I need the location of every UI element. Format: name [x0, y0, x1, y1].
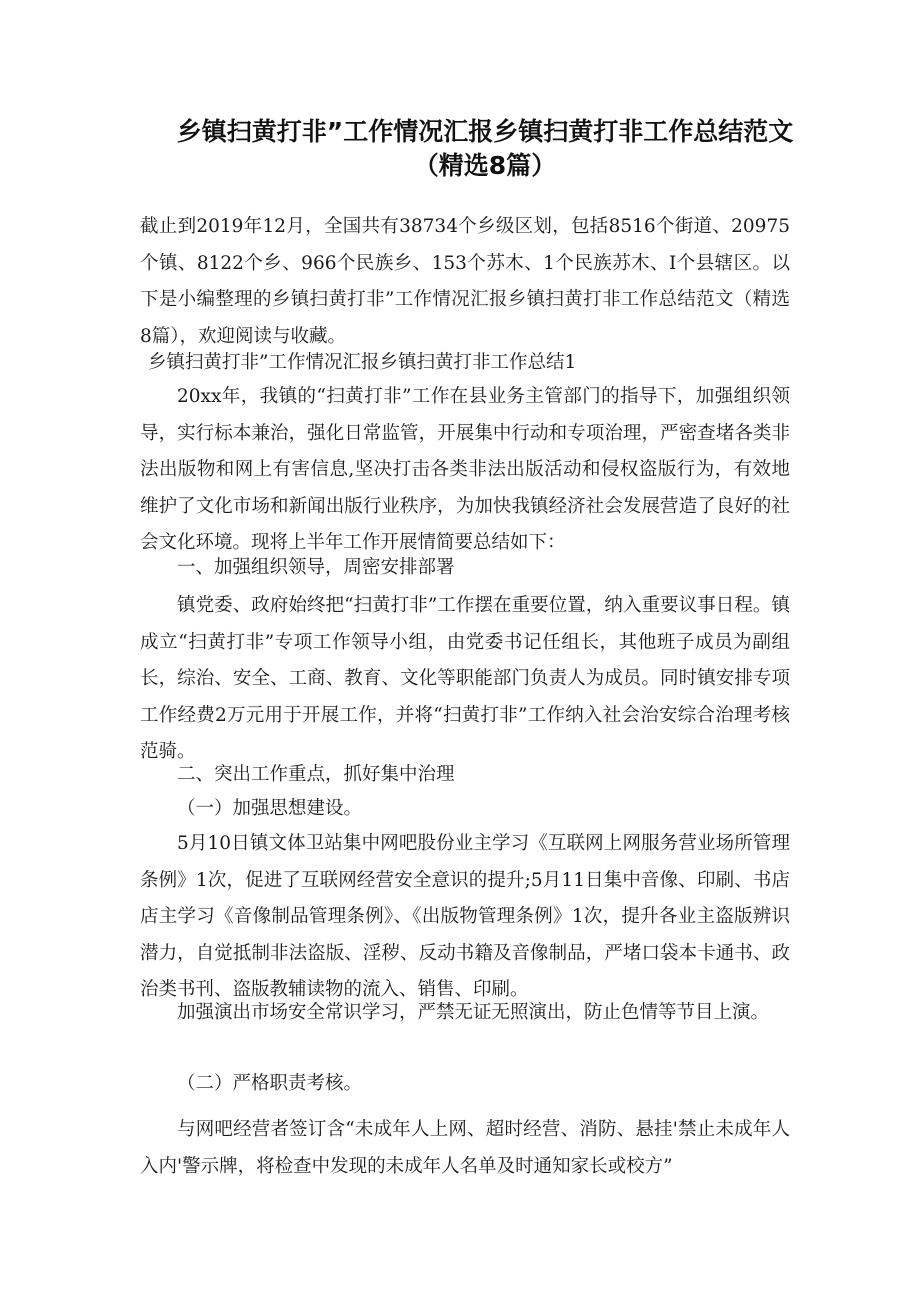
intro-paragraph: [140, 209, 790, 355]
paragraph-performance: 加强演出市场安全常识学习，严禁无证无照演出，防止色情等节目上演。: [177, 1002, 770, 1023]
paragraph-agreement-block: [140, 1112, 790, 1185]
heading-focus: 二、突出工作重点，抓好集中治理: [177, 764, 455, 785]
paragraph-performance-block: [140, 995, 790, 1032]
paragraph-overview: 20xx年，我镇的“扫黄打非”工作在县业务主管部门的指导下，加强组织领导，实行标本兼治，强化日常监管，开展集中行动和专项治理，严密查堵各类非法出版物和网上有害信息,坚决打击各类非法出版活动和侵权盗版行为，有效地维护了文化市场和新闻出版行业秩序，为加快我镇经济社会发展营造了良好的社会文化环境。现将上半年工作开展情简要总结如下：: [140, 386, 790, 553]
paragraph-organization-block: [140, 588, 790, 771]
heading-2-block: [140, 757, 790, 794]
document-title-line-2: （精选8篇）: [413, 151, 557, 180]
heading-1-block: [140, 550, 790, 587]
section-heading-summary-1-block: [140, 345, 790, 382]
subheading-ideology: （一）加强思想建设。: [177, 798, 363, 819]
paragraph-study: 5月10日镇文体卫站集中网吧股份业主学习《互联网上网服务营业场所管理条例》1次，促进了互联网经营安全意识的提升;5月11日集中音像、印刷、书店店主学习《音像制品管理条例》、《出版物管理条例》1次，提升各业主盗版辨识潜力，自觉抵制非法盗版、淫秽、反动书籍及音像制品，严堵口袋本卡通书、政治类书刊、盗版教辅读物的流入、销售、印刷。: [140, 833, 790, 1000]
subheading-responsibility: （二）严格职责考核。: [177, 1073, 363, 1094]
paragraph-intro: 截止到2019年12月，全国共有38734个乡级区划，包括8516个街道、20975个镇、8122个乡、966个民族乡、153个苏木、1个民族苏木、I个县辖区。以下是小编整理的乡镇扫黄打非”工作情况汇报乡镇扫黄打非工作总结范文（精选8篇），欢迎阅读与收藏。: [140, 216, 790, 347]
heading-organization: 一、加强组织领导，周密安排部署: [177, 557, 455, 578]
document-title-line-1: 乡镇扫黄打非”工作情况汇报乡镇扫黄打非工作总结范文: [176, 117, 794, 146]
paragraph-study-block: [140, 826, 790, 1009]
paragraph-overview-block: [140, 379, 790, 562]
subheading-1-block: [140, 791, 790, 828]
paragraph-agreement: 与网吧经营者签订含“未成年人上网、超时经营、消防、悬挂'禁止未成年人入内'警示牌，将检查中发现的未成年人名单及时通知家长或校方”: [140, 1119, 790, 1177]
paragraph-organization: 镇党委、政府始终把“扫黄打非”工作摆在重要位置，纳入重要议事日程。镇成立“扫黄打非”专项工作领导小组，由党委书记任组长，其他班子成员为副组长，综治、安全、工商、教育、文化等职能部门负责人为成员。同时镇安排专项工作经费2万元用于开展工作，并将“扫黄打非”工作纳入社会治安综合治理考核范骑。: [140, 595, 790, 762]
summary-heading: 乡镇扫黄打非”工作情况汇报乡镇扫黄打非工作总结1: [148, 352, 577, 373]
subheading-2-block: [140, 1066, 790, 1103]
